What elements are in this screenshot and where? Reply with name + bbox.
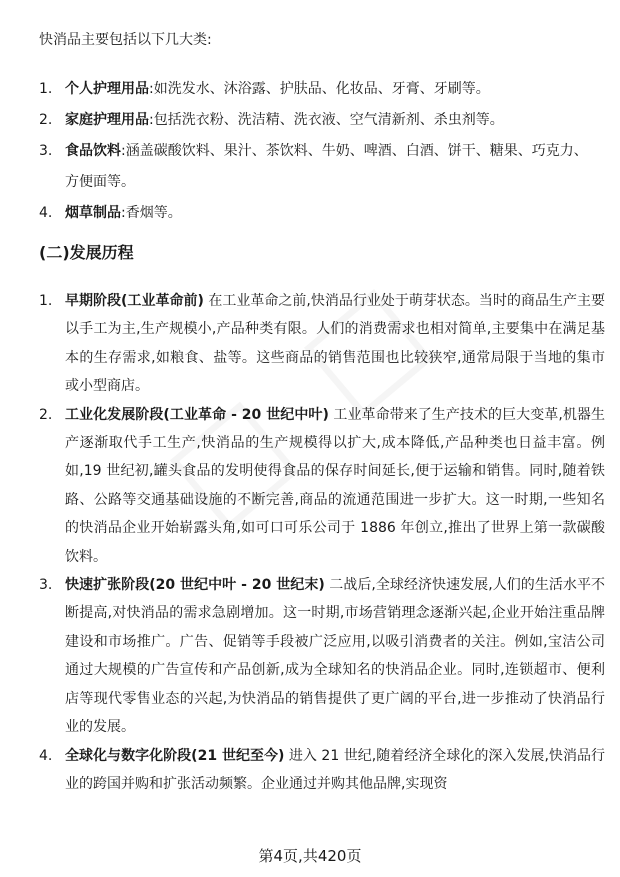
item-text: 在工业革命之前,快消品行业处于萌芽状态。当时的商品生产主要以手工为主,生产规模小,产品种类有限。人们的消费需求也相对简单,主要集中在满足基本的生存需求,如粮食、盐等。这些商品的销售范围也比较狭窄,通常局限于当地的集市或小型商店。	[65, 293, 605, 395]
list-item	[39, 105, 599, 136]
list-item	[39, 74, 599, 105]
list-number: 4.	[39, 747, 53, 764]
item-text: :涵盖碳酸饮料、果汁、茶饮料、牛奶、啤酒、白酒、饼干、糖果、巧克力、方便面等。	[65, 143, 588, 190]
list-item	[39, 287, 605, 401]
item-text: :如洗发水、沐浴露、护肤品、化妆品、牙膏、牙刷等。	[149, 81, 490, 97]
list-number: 3.	[39, 143, 53, 159]
list-number: 4.	[39, 205, 53, 221]
item-text: 二战后,全球经济快速发展,人们的生活水平不断提高,对快消品的需求急剧增加。这一时期,市场营销理念逐渐兴起,企业开始注重品牌建设和市场推广。广告、促销等手段被广泛应用,以吸引消费者的关注。例如,宝洁公司通过大规模的广告宣传和产品创新,成为全球知名的快消品企业。同时,连锁超市、便利店等现代零售业态的兴起,为快消品的销售提供了更广阔的平台,进一步推动了快消品行业的发展。	[65, 577, 605, 736]
item-title: 烟草制品	[65, 205, 121, 221]
list-item	[39, 401, 605, 571]
item-text: 工业革命带来了生产技术的巨大变革,机器生产逐渐取代手工生产,快消品的生产规模得以扩大,成本降低,产品种类也日益丰富。例如,19 世纪初,罐头食品的发明使得食品的保存时间延长,便于运输和销售。同时,随着铁路、公路等交通基础设施的不断完善,商品的流通范围进一步扩大。这一时期,一些知名的快消品企业开始崭露头角,如可口可乐公司于 1886 年创立,推出了世界上第一款碳酸饮料。	[65, 406, 605, 565]
item-text: :包括洗衣粉、洗洁精、洗衣液、空气清新剂、杀虫剂等。	[149, 112, 504, 128]
list-item	[39, 136, 599, 198]
list-number: 1.	[39, 81, 53, 97]
page-footer: 第4页,共420页	[258, 847, 362, 865]
item-title: 家庭护理用品	[65, 112, 149, 128]
item-title: 工业化发展阶段(工业革命 - 20 世纪中叶)	[65, 406, 329, 423]
item-text: 进入 21 世纪,随着经济全球化的深入发展,快消品行业的跨国并购和扩张活动频繁。企业通过并购其他品牌,实现资	[65, 747, 605, 792]
intro-text: 快消品主要包括以下几大类:	[39, 32, 212, 48]
list-number: 1.	[39, 293, 53, 309]
list-item	[39, 742, 605, 799]
list-number: 2.	[39, 406, 53, 423]
item-title: 快速扩张阶段(20 世纪中叶 - 20 世纪末)	[65, 577, 325, 594]
list-item	[39, 198, 599, 229]
list-number: 2.	[39, 112, 53, 128]
item-title: 食品饮料	[65, 143, 121, 159]
history-list	[39, 287, 605, 798]
category-list	[39, 74, 599, 229]
list-item	[39, 571, 605, 741]
item-text: :香烟等。	[121, 205, 182, 221]
item-title: 全球化与数字化阶段(21 世纪至今)	[65, 747, 285, 764]
section-title: (二)发展历程	[39, 243, 134, 262]
list-number: 3.	[39, 577, 53, 594]
item-title: 个人护理用品	[65, 81, 149, 97]
item-title: 早期阶段(工业革命前)	[65, 293, 204, 309]
